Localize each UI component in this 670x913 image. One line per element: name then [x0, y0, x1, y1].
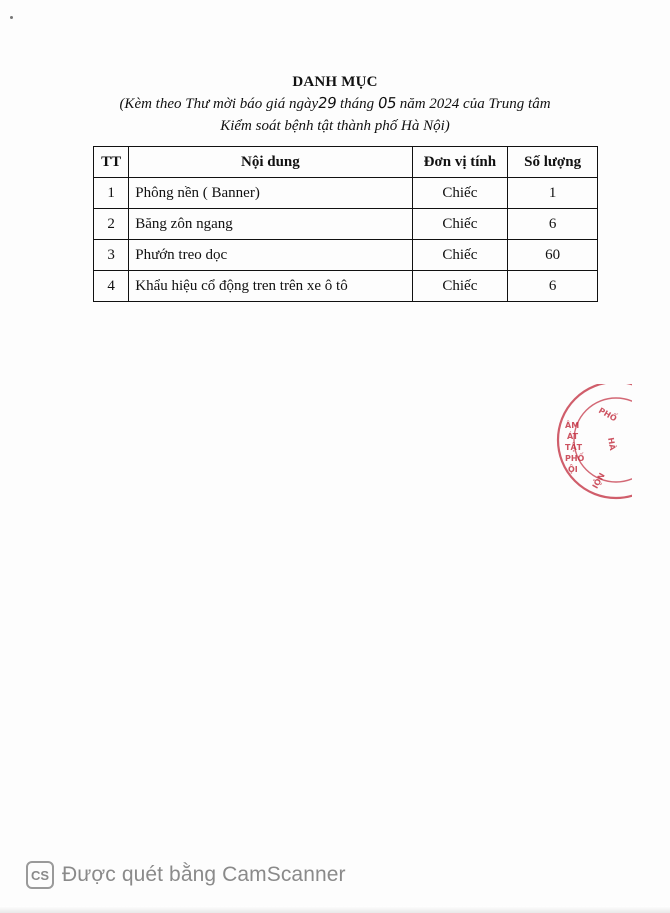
subtitle-suffix: năm 2024 của Trung tâm	[395, 96, 551, 112]
official-stamp	[548, 384, 632, 504]
document-header	[0, 72, 670, 137]
row-unit: Chiếc	[412, 178, 508, 209]
row-number: 1	[94, 178, 129, 209]
stamp-text: ÁT	[567, 432, 579, 441]
header-content: Nội dung	[129, 147, 412, 178]
stamp-text: HÀ	[606, 436, 618, 452]
camscanner-watermark	[26, 860, 346, 890]
table-row	[94, 240, 598, 271]
row-quantity: 1	[508, 178, 598, 209]
camscanner-text: Được quét bằng CamScanner	[62, 863, 346, 886]
row-content: Băng zôn ngang	[129, 209, 412, 240]
subtitle-prefix: (Kèm theo Thư mời báo giá ngày	[119, 96, 319, 112]
row-content: Khẩu hiệu cổ động tren trên xe ô tô	[129, 271, 412, 302]
row-quantity: 6	[508, 271, 598, 302]
table-header-row	[94, 147, 598, 178]
stamp-text: TẬT	[565, 443, 583, 452]
header-tt: TT	[94, 147, 129, 178]
stamp-text: PHỐ	[565, 454, 585, 463]
row-number: 2	[94, 209, 129, 240]
header-unit: Đơn vị tính	[412, 147, 508, 178]
document-subtitle-line1	[0, 92, 670, 115]
document-subtitle-line2: Kiểm soát bệnh tật thành phố Hà Nội)	[220, 118, 450, 134]
document-title: DANH MỤC	[292, 74, 378, 90]
row-content: Phông nền ( Banner)	[129, 178, 412, 209]
stamp-seal-graphic	[548, 384, 632, 504]
table-row	[94, 178, 598, 209]
row-content: Phướn treo dọc	[129, 240, 412, 271]
row-unit: Chiếc	[412, 209, 508, 240]
scan-bottom-edge	[0, 906, 670, 913]
items-table	[93, 146, 598, 302]
month-label: tháng	[336, 96, 378, 112]
row-unit: Chiếc	[412, 240, 508, 271]
scan-speck	[10, 16, 13, 19]
handwritten-day: 29	[316, 94, 338, 112]
table-row	[94, 209, 598, 240]
stamp-text: PHỐ	[597, 405, 619, 424]
camscanner-logo-icon: CS	[26, 861, 54, 889]
row-number: 4	[94, 271, 129, 302]
stamp-text: ỘI	[568, 465, 578, 474]
handwritten-month: 05	[376, 94, 398, 112]
row-quantity: 60	[508, 240, 598, 271]
header-quantity: Số lượng	[508, 147, 598, 178]
row-quantity: 6	[508, 209, 598, 240]
row-number: 3	[94, 240, 129, 271]
stamp-text: NỘI	[590, 471, 607, 490]
stamp-text: ÂM	[565, 421, 580, 430]
table-row	[94, 271, 598, 302]
row-unit: Chiếc	[412, 271, 508, 302]
